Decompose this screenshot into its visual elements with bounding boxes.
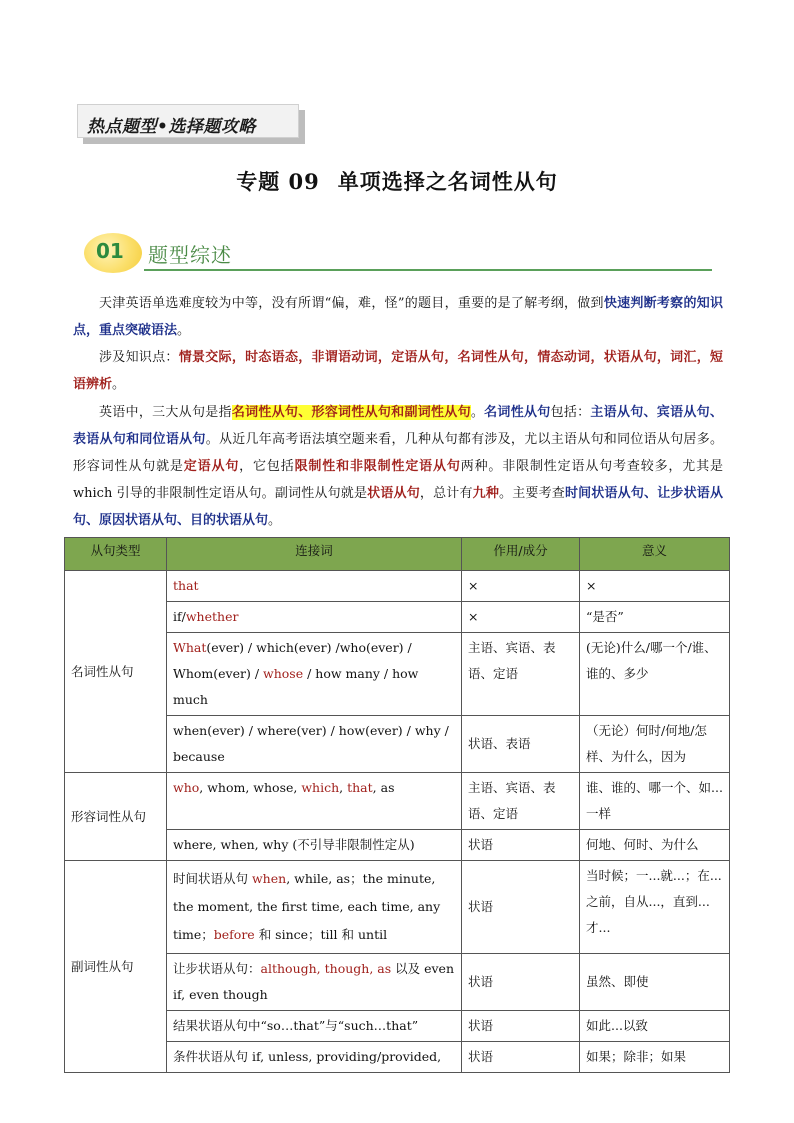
table-row — [65, 571, 730, 602]
connective-word: when — [251, 871, 287, 886]
role-cell: × — [462, 571, 580, 602]
section-underline — [144, 269, 712, 271]
banner-text: 热点题型•选择题攻略 — [87, 117, 256, 137]
connective-word: , whom, whose, — [199, 780, 302, 795]
text-run: 涉及知识点： — [99, 350, 179, 365]
header-cell: 作用/成分 — [462, 538, 580, 571]
role-cell: × — [462, 602, 580, 633]
connective-word: whether — [185, 609, 239, 624]
clause-type-cell: 形容词性从句 — [65, 773, 167, 861]
connective-word: although, though, as — [260, 961, 392, 976]
emphasis-text: 限制性和非限制性定语从句 — [294, 459, 461, 474]
role-cell: 状语、表语 — [462, 716, 580, 773]
header-cell: 连接词 — [167, 538, 462, 571]
connective-word: that — [173, 578, 199, 593]
meaning-cell: 如果；除非；如果 — [580, 1042, 730, 1073]
section-number: 01 — [96, 239, 124, 263]
connective-cell — [167, 602, 462, 633]
connective-word: whose — [263, 666, 304, 681]
text-run: 两种。非限制性定语从句考查较多，尤其是 which 引导的非限制性定语从句。副词性从句就是 — [73, 459, 723, 501]
connective-word: 时间状语从句 — [173, 871, 252, 886]
page-title — [0, 166, 794, 196]
connective-word: , as — [372, 780, 395, 795]
role-cell: 主语、宾语、表语、定语 — [462, 773, 580, 830]
connective-word: if/ — [173, 609, 186, 624]
paragraph-knowledge-points — [73, 344, 723, 398]
meaning-cell: 虽然、即使 — [580, 954, 730, 1011]
connective-word: 和 since；till 和 until — [254, 927, 388, 942]
title-number: 专题 09 — [236, 169, 320, 194]
connective-cell — [167, 773, 462, 830]
paragraph-overview — [73, 290, 723, 344]
emphasis-text: 九种 — [472, 486, 500, 501]
table-row — [65, 861, 730, 954]
text-run: 。 — [112, 377, 126, 392]
header-cell: 从句类型 — [65, 538, 167, 571]
connective-word: , — [339, 780, 348, 795]
text-run: 。 — [177, 323, 191, 338]
role-cell: 状语 — [462, 1011, 580, 1042]
role-cell: 状语 — [462, 830, 580, 861]
connective-word: 让步状语从句： — [173, 961, 261, 976]
table-row — [65, 773, 730, 830]
emphasis-text: 定语从句 — [183, 459, 240, 474]
emphasis-text: 名词性从句 — [484, 405, 551, 420]
emphasis-text: 主语从句、宾语从句、表语从句和同位语从句 — [73, 405, 723, 447]
meaning-cell: × — [580, 571, 730, 602]
connective-word: (ever) / which(ever) /who(ever) / Whom(ever) / — [173, 640, 412, 681]
text-run: 包括： — [550, 405, 591, 420]
title-text: 单项选择之名词性从句 — [337, 170, 558, 194]
meaning-cell: “是否” — [580, 602, 730, 633]
role-cell: 状语 — [462, 1042, 580, 1073]
text-run: 。 — [470, 405, 485, 420]
meaning-cell: 当时候；一...就...；在...之前，自从...，直到...才... — [580, 861, 730, 954]
text-run: ，它包括 — [239, 459, 295, 474]
emphasis-text: 情景交际，时态语态，非谓语动词，定语从句，名词性从句，情态动词，状语从句，词汇，短语辨析 — [73, 350, 723, 392]
connective-word: / how many / how much — [173, 666, 419, 707]
text-run: 英语中，三大从句是指 — [99, 405, 232, 420]
connective-word: 以及 even if, even though — [173, 961, 454, 1002]
highlighted-text: 名词性从句、形容词性从句和副词性从句 — [231, 405, 471, 420]
role-cell: 状语 — [462, 954, 580, 1011]
connective-word: What — [173, 640, 207, 655]
connective-cell — [167, 954, 462, 1011]
text-run: ，总计有 — [419, 486, 473, 501]
text-run: 。从近几年高考语法填空题来看，几种从句都有涉及，尤以主语从句和同位语从句居多。形容词性从句就是 — [73, 432, 723, 474]
connective-word: that — [347, 780, 373, 795]
paragraph-clauses — [73, 399, 723, 534]
clause-table — [64, 537, 730, 1073]
clause-type-cell: 副词性从句 — [65, 861, 167, 1073]
text-run: 。 — [268, 513, 282, 528]
meaning-cell: （无论）何时/何地/怎样、为什么，因为 — [580, 716, 730, 773]
section-label: 题型综述 — [148, 243, 232, 267]
emphasis-text: 状语从句 — [367, 486, 420, 501]
connective-word: before — [213, 927, 255, 942]
connective-cell: when(ever) / where(ver) / how(ever) / why / because — [167, 716, 462, 773]
connective-cell: 结果状语从句中“so…that”与“such…that” — [167, 1011, 462, 1042]
connective-cell: where, when, why (不引导非限制性定从) — [167, 830, 462, 861]
meaning-cell: 何地、何时、为什么 — [580, 830, 730, 861]
meaning-cell: (无论)什么/哪一个/谁、谁的、多少 — [580, 633, 730, 716]
emphasis-text: 时间状语从句、让步状语从句、原因状语从句、目的状语从句 — [73, 486, 723, 528]
text-run: 。主要考查 — [499, 486, 565, 501]
section-heading — [80, 229, 712, 273]
table-header-row — [65, 538, 730, 571]
header-cell: 意义 — [580, 538, 730, 571]
connective-cell — [167, 861, 462, 954]
section-banner — [77, 104, 305, 144]
connective-word: who — [173, 780, 200, 795]
connective-word: , while, as；the minute, the moment, the first time, each time, any time； — [173, 871, 441, 942]
connective-cell — [167, 633, 462, 716]
meaning-cell: 谁、谁的、哪一个、如...一样 — [580, 773, 730, 830]
clause-type-cell: 名词性从句 — [65, 571, 167, 773]
connective-cell: 条件状语从句 if, unless, providing/provided, — [167, 1042, 462, 1073]
text-run: 天津英语单选难度较为中等，没有所谓“偏，难，怪”的题目，重要的是了解考纲，做到 — [99, 296, 604, 311]
connective-cell — [167, 571, 462, 602]
role-cell: 主语、宾语、表语、定语 — [462, 633, 580, 716]
connective-word: which — [301, 780, 340, 795]
meaning-cell: 如此...以致 — [580, 1011, 730, 1042]
role-cell: 状语 — [462, 861, 580, 954]
emphasis-text: 快速判断考察的知识点，重点突破语法 — [73, 296, 723, 338]
